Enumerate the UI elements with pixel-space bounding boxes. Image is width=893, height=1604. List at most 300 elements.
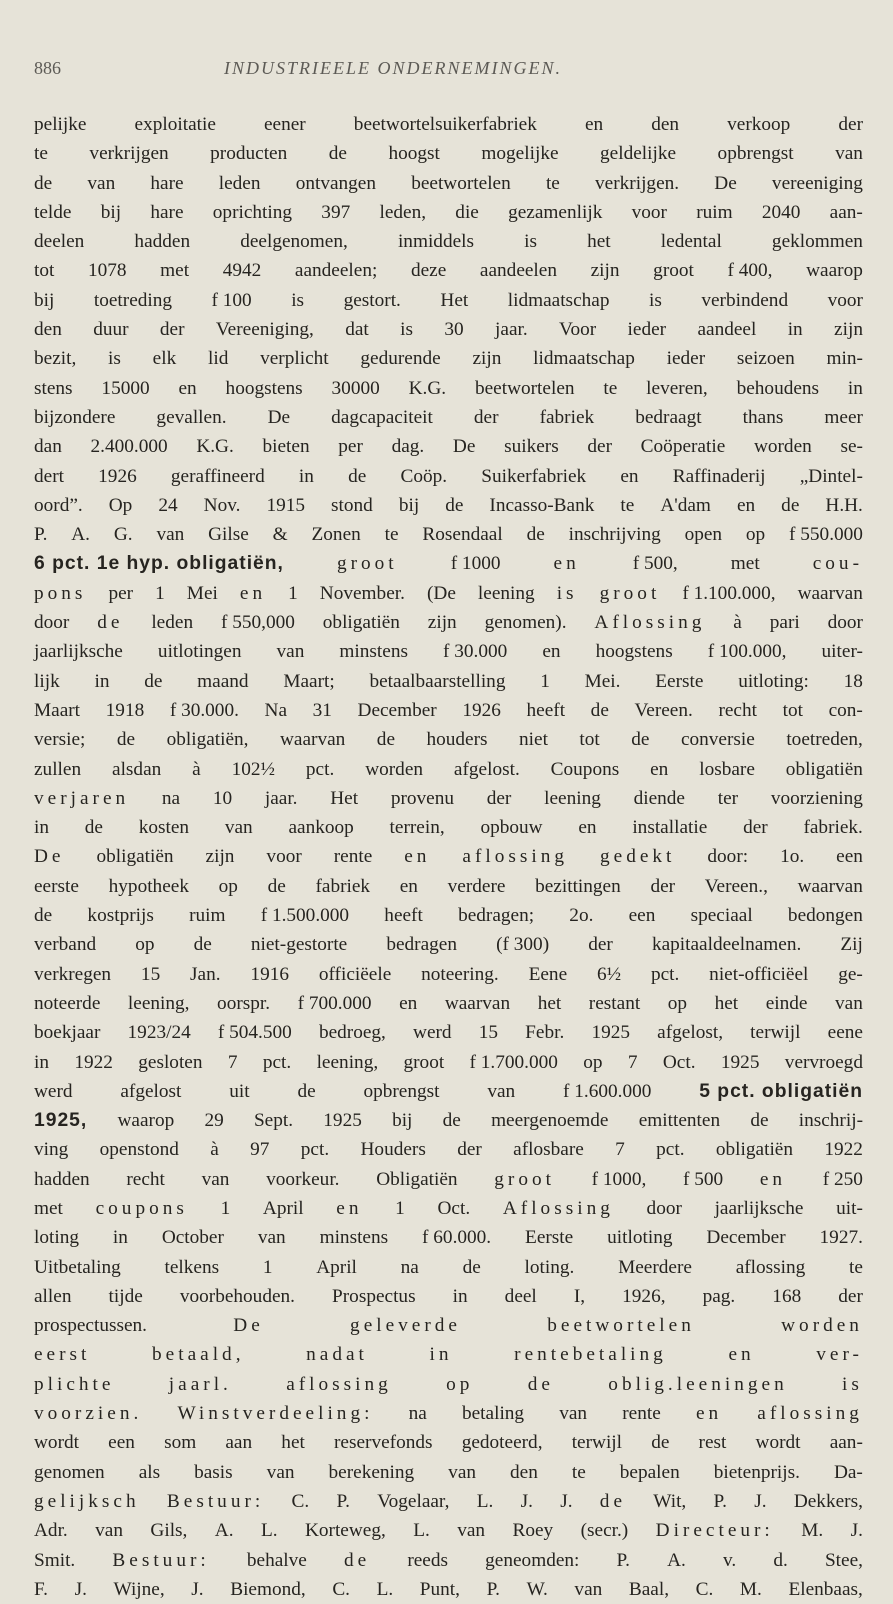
word: waarvan	[797, 582, 863, 604]
word: gestort.	[343, 289, 401, 311]
word: de	[462, 1256, 481, 1278]
word: ge-	[838, 963, 863, 985]
word: van	[266, 1461, 295, 1483]
word: A.	[214, 1520, 234, 1542]
word: 1	[395, 1197, 405, 1219]
word: inschrij-	[798, 1110, 863, 1132]
word: behalve	[246, 1549, 307, 1571]
word: uit-	[836, 1197, 863, 1219]
word: het	[714, 992, 739, 1014]
word: meer	[824, 406, 863, 428]
word: à	[733, 612, 742, 634]
word: Da-	[833, 1461, 863, 1483]
word: Punt,	[419, 1578, 460, 1600]
word: te	[571, 1461, 586, 1483]
word: verkoop	[727, 114, 791, 135]
word: reservefonds	[334, 1432, 433, 1454]
word: als	[138, 1461, 161, 1483]
word: der	[486, 787, 512, 809]
word: nadat	[306, 1344, 368, 1366]
word: de	[328, 143, 347, 165]
word: P.	[713, 1490, 727, 1512]
word: telde	[34, 201, 72, 223]
word: pct.	[656, 1139, 685, 1161]
word: in	[34, 817, 49, 839]
word: J.	[520, 1490, 533, 1512]
word: v.	[722, 1549, 737, 1571]
word: seizoen	[736, 348, 795, 370]
word: bij	[392, 1110, 413, 1132]
word: J.	[191, 1578, 204, 1600]
word: P.	[34, 524, 48, 546]
word: de	[144, 670, 163, 692]
word: ter	[717, 787, 739, 809]
page-number: 886	[34, 58, 61, 78]
word: een	[108, 1432, 135, 1454]
word: der	[159, 319, 185, 341]
text-line	[34, 549, 863, 578]
word: 18	[843, 670, 863, 692]
word: restant	[588, 992, 641, 1014]
word: die	[455, 201, 479, 223]
word: en	[239, 582, 267, 604]
word: 1915	[266, 494, 305, 516]
word: Nov.	[203, 494, 241, 516]
word: lijk	[34, 670, 60, 692]
word: houders	[426, 729, 488, 751]
text-line	[34, 1546, 863, 1575]
text-line	[34, 1135, 863, 1164]
word: Elenbaas,	[788, 1578, 863, 1600]
word: April	[262, 1197, 304, 1219]
word: Raffinaderij	[672, 465, 766, 487]
word: thans	[742, 406, 784, 428]
word: hypotheek	[108, 875, 189, 897]
word: Smit.	[34, 1549, 76, 1571]
word: minstens	[339, 641, 408, 663]
word: waarop	[806, 260, 863, 282]
word: gelijksch	[34, 1490, 140, 1512]
word: Eerste	[655, 670, 704, 692]
word: inmiddels	[397, 231, 475, 253]
word: beetwortelsuikerfabriek	[353, 114, 537, 135]
word: dat	[345, 319, 369, 341]
word: niet-officiëel	[709, 963, 809, 985]
word: F.	[34, 1578, 48, 1600]
word: alsdan	[112, 758, 162, 780]
word: aflossing	[286, 1373, 392, 1395]
word: officiëele	[318, 963, 392, 985]
word: en	[542, 641, 561, 663]
word: de	[97, 612, 124, 634]
word: C.	[332, 1578, 350, 1600]
word: uitloting	[607, 1227, 673, 1249]
word: de	[526, 524, 545, 546]
word: Adr.	[34, 1520, 68, 1542]
word: 1926,	[622, 1285, 666, 1307]
word: 102½	[231, 758, 276, 780]
word: 30	[444, 319, 464, 341]
word: genomen).	[484, 612, 567, 634]
text-line	[34, 872, 863, 901]
word: lidmaatschap	[533, 348, 635, 370]
word: leening	[544, 787, 601, 809]
word: 1922	[74, 1051, 113, 1073]
word: bedraagt	[635, 406, 702, 428]
word: aflossing	[757, 1403, 863, 1425]
word: en	[404, 846, 431, 868]
word: de	[34, 905, 53, 927]
word: f 30.000.	[169, 699, 239, 721]
text-line	[34, 520, 863, 549]
word: niet-gestorte	[250, 934, 348, 956]
word: beetwortelen	[474, 377, 575, 399]
word: W.	[526, 1578, 548, 1600]
word: afgelost,	[657, 1022, 724, 1044]
word: bedroeg,	[318, 1022, 386, 1044]
word: van	[448, 1461, 477, 1483]
word: 15	[478, 1022, 499, 1044]
word: met	[34, 1197, 63, 1219]
word: versie;	[34, 729, 86, 751]
word: d.	[773, 1549, 788, 1571]
word: van	[224, 817, 253, 839]
word: J.	[754, 1490, 767, 1512]
word: aankoop	[288, 817, 354, 839]
word: Voor	[559, 319, 597, 341]
word: uiter-	[821, 641, 863, 663]
text-line	[34, 667, 863, 696]
word: H.H.	[825, 494, 863, 516]
word: is	[556, 582, 578, 604]
word: met	[730, 553, 760, 575]
word: na	[400, 1256, 419, 1278]
word: voor	[631, 201, 667, 223]
word: L.	[476, 1490, 494, 1512]
word: groot	[653, 260, 694, 282]
text-line	[34, 755, 863, 784]
word: De	[452, 436, 476, 458]
word: toetreding	[93, 289, 173, 311]
word: der	[457, 1139, 482, 1161]
word: werd	[34, 1080, 73, 1102]
word: loting	[34, 1227, 79, 1249]
word: pct.	[650, 963, 680, 985]
word: Mei.	[584, 670, 621, 692]
word: f 1000,	[591, 1168, 647, 1190]
word: te	[545, 172, 560, 194]
word: en	[336, 1197, 363, 1219]
word: 168	[772, 1285, 802, 1307]
word: Vereen.	[634, 699, 693, 721]
word: lidmaatschap	[507, 289, 610, 311]
word: in	[847, 377, 863, 399]
word: gedekt	[600, 846, 676, 868]
word: te	[620, 494, 635, 516]
word: 5 pct. obligatiën	[699, 1080, 863, 1102]
word: bepalen	[619, 1461, 680, 1483]
word: geklommen	[771, 231, 863, 253]
word: Op	[108, 494, 133, 516]
word: met	[160, 260, 190, 282]
word: November.	[319, 582, 405, 604]
word: bij	[398, 494, 420, 516]
word: worden	[365, 758, 424, 780]
word: December	[357, 699, 437, 721]
word: de	[116, 729, 136, 751]
word: groot	[403, 1051, 445, 1073]
body-text	[34, 110, 863, 1604]
word: tot	[579, 729, 600, 751]
word: conversie	[680, 729, 755, 751]
word: 15000	[101, 377, 150, 399]
word: rente	[622, 1403, 661, 1425]
word: reeds	[407, 1549, 449, 1571]
word: Prospectus	[332, 1285, 416, 1307]
word: de	[631, 729, 650, 751]
word: opbrengst	[717, 143, 794, 165]
word: A'dam	[660, 494, 711, 516]
word: verplicht	[260, 348, 329, 370]
word: pct.	[262, 1051, 292, 1073]
word: leening,	[127, 992, 190, 1014]
word: 1	[288, 582, 298, 604]
word: openstond	[99, 1139, 179, 1161]
word: beetwortelen	[547, 1315, 695, 1337]
word: 1	[155, 582, 165, 604]
word: den	[34, 319, 62, 341]
word: lid	[207, 348, 229, 370]
word: van	[487, 1080, 516, 1102]
word: der	[743, 817, 768, 839]
word: de	[84, 817, 103, 839]
word: pons	[34, 582, 87, 604]
word: noteering.	[421, 963, 499, 985]
word: obligatiën	[785, 758, 863, 780]
word: leden,	[379, 201, 427, 223]
word: van	[559, 1403, 588, 1425]
word: diende	[633, 787, 685, 809]
word: f 1.100.000,	[682, 582, 776, 604]
word: heeft	[384, 905, 423, 927]
word: de	[267, 875, 286, 897]
word: elk	[152, 348, 177, 370]
word: de	[445, 494, 464, 516]
word: open	[684, 524, 723, 546]
word: Bestuur:	[166, 1490, 265, 1512]
word: Maart	[34, 699, 81, 721]
word: van	[835, 992, 863, 1014]
word: en	[728, 1344, 755, 1366]
word: na	[408, 1403, 427, 1425]
word: zijn	[834, 319, 863, 341]
word: Vereeniging,	[215, 319, 314, 341]
word: per	[108, 582, 134, 604]
word: waarvan	[280, 729, 346, 751]
word: kosten	[138, 817, 190, 839]
word: 31	[312, 699, 332, 721]
word: en	[650, 758, 669, 780]
word: waarvan	[444, 992, 511, 1014]
word: allen	[34, 1285, 72, 1307]
text-line	[34, 1048, 863, 1077]
word: December	[706, 1227, 786, 1249]
word: Maart;	[283, 670, 335, 692]
word: Sept.	[253, 1110, 294, 1132]
word: 1926	[462, 699, 501, 721]
word: 7	[615, 1139, 625, 1161]
word: Coöperatie	[640, 436, 726, 458]
word: ieder	[627, 319, 667, 341]
running-title: INDUSTRIEELE ONDERNEMINGEN.	[224, 58, 562, 78]
word: verkregen	[34, 963, 112, 985]
word: Eene	[528, 963, 568, 985]
word: fabriek	[539, 406, 595, 428]
word: f 1.700.000	[469, 1051, 558, 1073]
word: is	[400, 319, 414, 341]
word: bedragen	[386, 934, 458, 956]
word: verband	[34, 934, 97, 956]
word: bijzondere	[34, 406, 116, 428]
word: gevallen.	[156, 406, 227, 428]
word: groot	[336, 553, 398, 575]
text-line	[34, 1311, 863, 1340]
word: maand	[197, 670, 249, 692]
word: Jan.	[190, 963, 221, 985]
word: de	[297, 1080, 316, 1102]
word: basis	[194, 1461, 233, 1483]
word: 29	[204, 1110, 224, 1132]
word: C.	[695, 1578, 714, 1600]
word: berekening	[328, 1461, 415, 1483]
word: 1925	[591, 1022, 630, 1044]
word: in	[787, 319, 803, 341]
word: betaling	[461, 1403, 525, 1425]
word: (secr.)	[580, 1520, 629, 1542]
text-line	[34, 1575, 863, 1604]
word: tot	[782, 699, 803, 721]
word: geldelijke	[600, 143, 677, 165]
word: uit	[229, 1080, 250, 1102]
word: Bestuur:	[112, 1549, 210, 1571]
word: van	[87, 172, 116, 194]
word: de	[599, 1490, 626, 1512]
word: een	[836, 846, 863, 868]
word: 1925,	[34, 1110, 88, 1132]
text-line	[34, 1165, 863, 1194]
word: een	[628, 905, 656, 927]
word: L.	[260, 1520, 278, 1542]
word: ving	[34, 1139, 69, 1161]
word: voorzien.	[34, 1403, 143, 1425]
text-line	[34, 930, 863, 959]
word: de	[343, 1549, 371, 1571]
word: 1925	[720, 1051, 760, 1073]
text-line	[34, 374, 863, 403]
text-line	[34, 1428, 863, 1457]
word: tijde	[108, 1285, 143, 1307]
word: telkens	[164, 1256, 220, 1278]
word: 7	[227, 1051, 238, 1073]
word: te	[384, 524, 399, 546]
word: eerst	[34, 1344, 91, 1366]
word: obligatiën,	[166, 729, 249, 751]
word: Vereen.,	[704, 875, 768, 897]
word: L.	[376, 1578, 394, 1600]
word: bedragen;	[458, 905, 535, 927]
word: oblig.leeningen	[608, 1373, 788, 1395]
word: stens	[34, 377, 73, 399]
word: opbouw	[480, 817, 543, 839]
text-line	[34, 1077, 863, 1106]
word: en	[736, 494, 756, 516]
word: Korteweg,	[304, 1520, 386, 1542]
word: na	[161, 787, 181, 809]
word: Obligatiën	[376, 1168, 458, 1190]
word: leveren,	[646, 377, 708, 399]
word: geraffineerd	[170, 465, 265, 487]
word: 2.400.000	[90, 436, 168, 458]
word: Het	[330, 787, 359, 809]
word: werd	[413, 1022, 452, 1044]
word: stond	[331, 494, 373, 516]
word: der	[587, 436, 612, 458]
word: ledental	[660, 231, 722, 253]
word: M.	[739, 1578, 762, 1600]
text-line	[34, 1458, 863, 1487]
word: eene	[827, 1022, 863, 1044]
word: einde	[765, 992, 808, 1014]
word: bietenprijs.	[713, 1461, 800, 1483]
word: en	[178, 377, 197, 399]
word: kapitaaldeelnamen.	[651, 934, 802, 956]
word: Oct.	[437, 1197, 471, 1219]
text-line	[34, 960, 863, 989]
text-line	[34, 139, 863, 168]
word: hadden	[34, 1168, 90, 1190]
text-line	[34, 579, 863, 608]
word: gesloten	[138, 1051, 203, 1073]
word: hadden	[134, 231, 191, 253]
word: oprichting	[212, 201, 293, 223]
word: Wit,	[653, 1490, 687, 1512]
text-line	[34, 1340, 863, 1369]
word: op	[667, 992, 688, 1014]
word: Baal,	[628, 1578, 670, 1600]
text-line	[34, 491, 863, 520]
word: den	[651, 114, 680, 135]
text-line	[34, 901, 863, 930]
word: aandeelen;	[294, 260, 378, 282]
word: 2o.	[569, 905, 594, 927]
word: cou-	[812, 553, 863, 575]
word: f 550.000	[789, 524, 863, 546]
word: Winstverdeeling:	[177, 1403, 374, 1425]
word: leening,	[316, 1051, 379, 1073]
word: Uitbetaling	[34, 1256, 121, 1278]
word: per	[338, 436, 363, 458]
word: uitloting:	[738, 670, 809, 692]
word: pag.	[702, 1285, 736, 1307]
word: oord”.	[34, 494, 83, 516]
text-line	[34, 315, 863, 344]
word: door	[646, 1197, 682, 1219]
word: door	[34, 612, 70, 634]
word: en	[759, 1168, 787, 1190]
word: Zonen	[311, 524, 361, 546]
word: verbindend	[701, 289, 789, 311]
word: te	[603, 377, 618, 399]
